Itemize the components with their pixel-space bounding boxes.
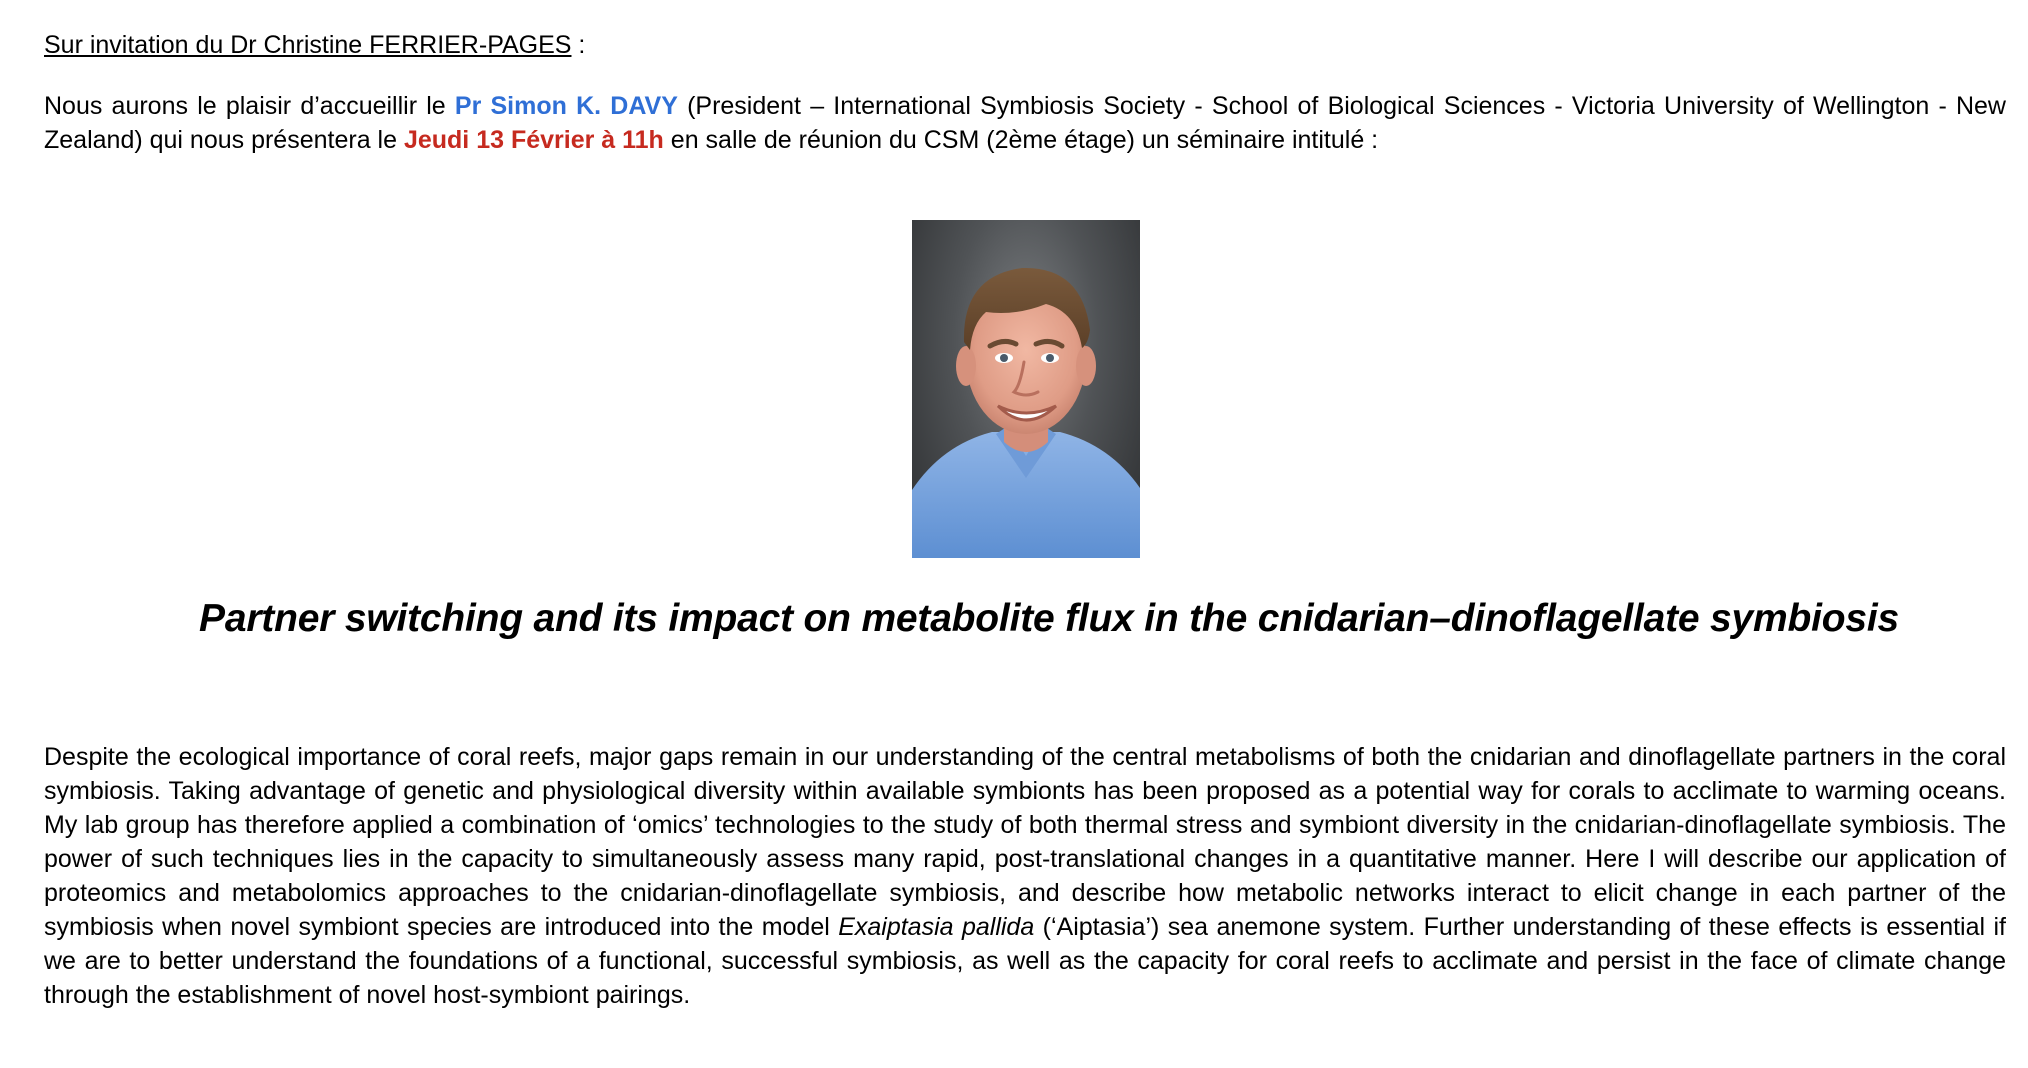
seminar-announcement xyxy=(44,0,2006,1068)
abstract-text-2: (‘Aiptasia’) sea anemone system. Further understanding of these effects is essential if we are to better understand the foundations of a functional, successful symbiosis, as well as the capacity for coral reefs to acclimate and persist in the face of climate change through the establishment of novel host-symbiont pairings. xyxy=(44,913,2006,1009)
abstract-paragraph xyxy=(44,740,2006,1012)
intro-text-1: Nous aurons le plaisir d’accueillir le xyxy=(44,92,455,120)
speaker-photo xyxy=(912,220,1140,558)
intro-text-2: (President – International Symbiosis Society - School of Biological Sciences - Victoria University of Wellington - New Zealand) qui nous présentera le xyxy=(44,92,2006,154)
species-name: Exaiptasia pallida xyxy=(838,913,1035,941)
intro-text-3: en salle de réunion du CSM (2ème étage) un séminaire intitulé : xyxy=(663,126,1379,154)
invitation-line xyxy=(44,28,585,62)
speaker-name: Pr Simon K. DAVY xyxy=(454,92,678,120)
invitation-host: Sur invitation du Dr Christine FERRIER-PAGES xyxy=(44,31,572,59)
seminar-title: Partner switching and its impact on metabolite flux in the cnidarian–dinoflagellate symbiosis xyxy=(199,597,1899,640)
seminar-date: Jeudi 13 Février à 11h xyxy=(403,126,664,154)
abstract-text-1: Despite the ecological importance of coral reefs, major gaps remain in our understanding of the central metabolisms of both the cnidarian and dinoflagellate partners in the coral symbiosis. Taking advantage of genetic and physiological diversity within available symbionts has been proposed as a potential way for corals to acclimate to warming oceans. My lab group has therefore applied a combination of ‘omics’ technologies to the study of both thermal stress and symbiont diversity in the cnidarian-dinoflagellate symbiosis. The power of such techniques lies in the capacity to simultaneously assess many rapid, post-translational changes in a quantitative manner. Here I will describe our application of proteomics and metabolomics approaches to the cnidarian-dinoflagellate symbiosis, and describe how metabolic networks interact to elicit change in each partner of the symbiosis when novel symbiont species are introduced into the model xyxy=(44,743,2006,941)
invitation-colon: : xyxy=(571,31,586,59)
intro-paragraph xyxy=(44,89,2006,157)
